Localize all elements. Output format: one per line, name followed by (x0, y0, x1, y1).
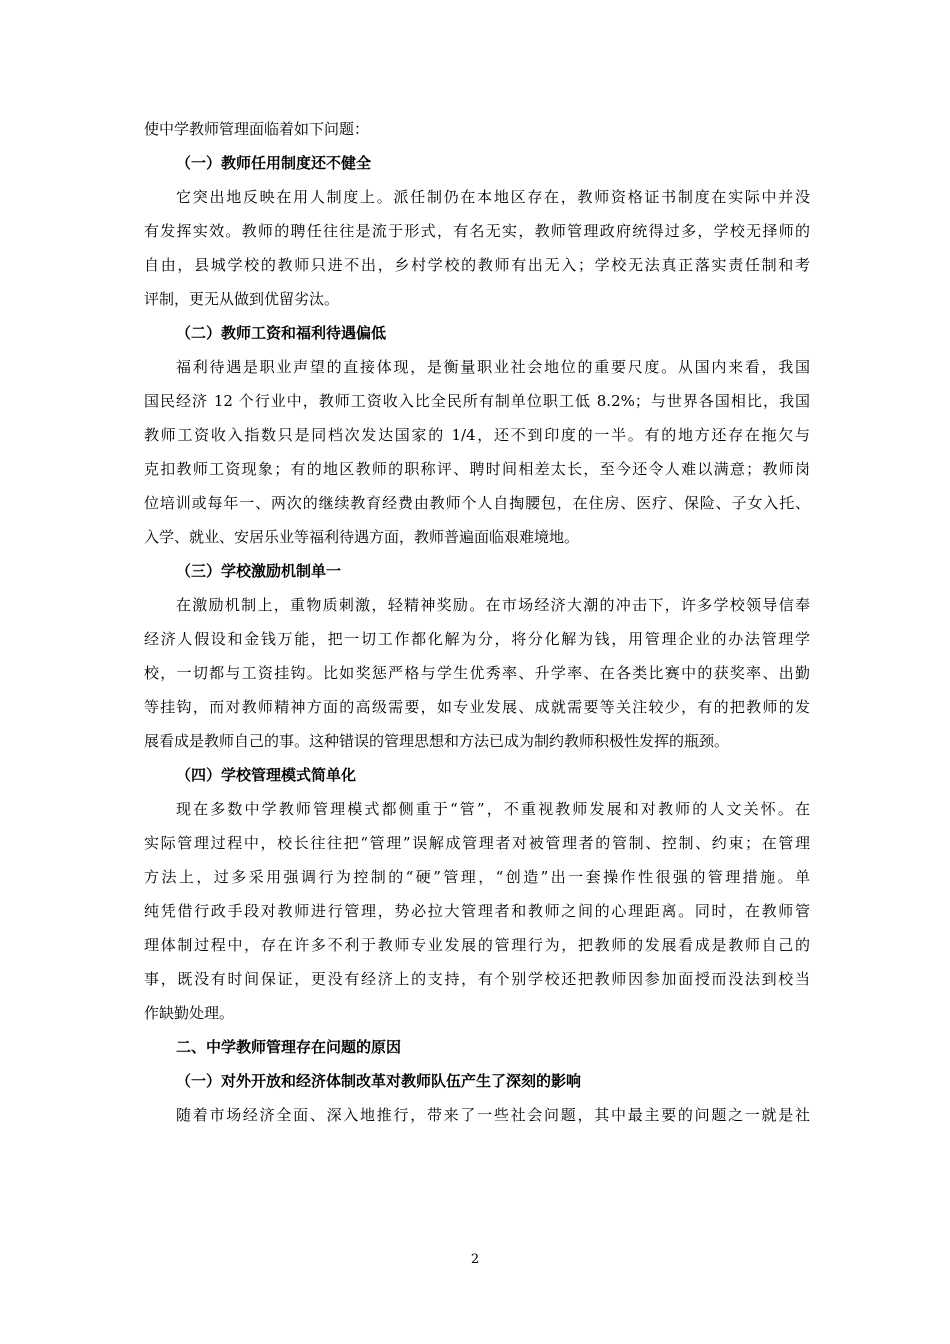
paragraph-line: 实际管理过程中，校长往往把“管理”误解成管理者对被管理者的管制、控制、约束；在管理 (144, 834, 810, 852)
section-heading-1: （一）教师任用制度还不健全 (176, 154, 372, 172)
paragraph-line: 福利待遇是职业声望的直接体现，是衡量职业社会地位的重要尺度。从国内来看，我国 (176, 358, 810, 376)
paragraph-line: 它突出地反映在用人制度上。派任制仍在本地区存在，教师资格证书制度在实际中并没 (176, 188, 810, 206)
paragraph-line: 校，一切都与工资挂钩。比如奖惩严格与学生优秀率、升学率、在各类比赛中的获奖率、出勤 (144, 664, 810, 682)
chapter-heading-2: 二、中学教师管理存在问题的原因 (176, 1038, 402, 1056)
paragraph-line: 理体制过程中，存在许多不利于教师专业发展的管理行为，把教师的发展看成是教师自己的 (144, 936, 810, 954)
paragraph-line: 等挂钩，而对教师精神方面的高级需要，如专业发展、成就需要等关注较少，有的把教师的发 (144, 698, 810, 716)
paragraph-line: 纯凭借行政手段对教师进行管理，势必拉大管理者和教师之间的心理距离。同时，在教师管 (144, 902, 810, 920)
paragraph-line: 克扣教师工资现象；有的地区教师的职称评、聘时间相差太长，至今还令人难以满意；教师岗 (144, 460, 810, 478)
paragraph-line: 作缺勤处理。 (144, 1004, 235, 1022)
paragraph-line: 方法上，过多采用强调行为控制的“硬”管理，“创造”出一套操作性很强的管理措施。单 (144, 868, 810, 886)
paragraph-line: 位培训或每年一、两次的继续教育经费由教师个人自掏腰包，在住房、医疗、保险、子女入托、 (144, 494, 810, 512)
paragraph-line: 自由，县城学校的教师只进不出，乡村学校的教师有出无入；学校无法真正落实责任制和考 (144, 256, 810, 274)
paragraph-line: 有发挥实效。教师的聘任往往是流于形式，有名无实，教师管理政府统得过多，学校无择师的 (144, 222, 810, 240)
intro-line: 使中学教师管理面临着如下问题： (144, 120, 370, 138)
paragraph-line: 在激励机制上，重物质刺激，轻精神奖励。在市场经济大潮的冲击下，许多学校领导信奉 (176, 596, 810, 614)
paragraph-line: 入学、就业、安居乐业等福利待遇方面，教师普遍面临艰难境地。 (144, 528, 580, 546)
paragraph-line: 国民经济 12 个行业中，教师工资收入比全民所有制单位职工低 8.2%；与世界各国相比，我国 (144, 392, 810, 410)
page-number: 2 (470, 1252, 480, 1267)
paragraph-line: 教师工资收入指数只是同档次发达国家的 1/4，还不到印度的一半。有的地方还存在拖欠与 (144, 426, 810, 444)
section-heading-3: （三）学校激励机制单一 (176, 562, 342, 580)
section-heading-2-1: （一）对外开放和经济体制改革对教师队伍产生了深刻的影响 (176, 1072, 582, 1090)
paragraph-line: 现在多数中学教师管理模式都侧重于“管”，不重视教师发展和对教师的人文关怀。在 (176, 800, 810, 818)
paragraph-line: 随着市场经济全面、深入地推行，带来了一些社会问题，其中最主要的问题之一就是社 (176, 1106, 810, 1124)
section-heading-4: （四）学校管理模式简单化 (176, 766, 357, 784)
paragraph-line: 评制，更无从做到优留劣汰。 (144, 290, 340, 308)
document-body (144, 112, 810, 1132)
paragraph-line: 经济人假设和金钱万能，把一切工作都化解为分，将分化解为钱，用管理企业的办法管理学 (144, 630, 810, 648)
paragraph-line: 展看成是教师自己的事。这种错误的管理思想和方法已成为制约教师积极性发挥的瓶颈。 (144, 732, 730, 750)
paragraph-line: 事，既没有时间保证，更没有经济上的支持，有个别学校还把教师因参加面授而没法到校当 (144, 970, 810, 988)
section-heading-2: （二）教师工资和福利待遇偏低 (176, 324, 387, 342)
